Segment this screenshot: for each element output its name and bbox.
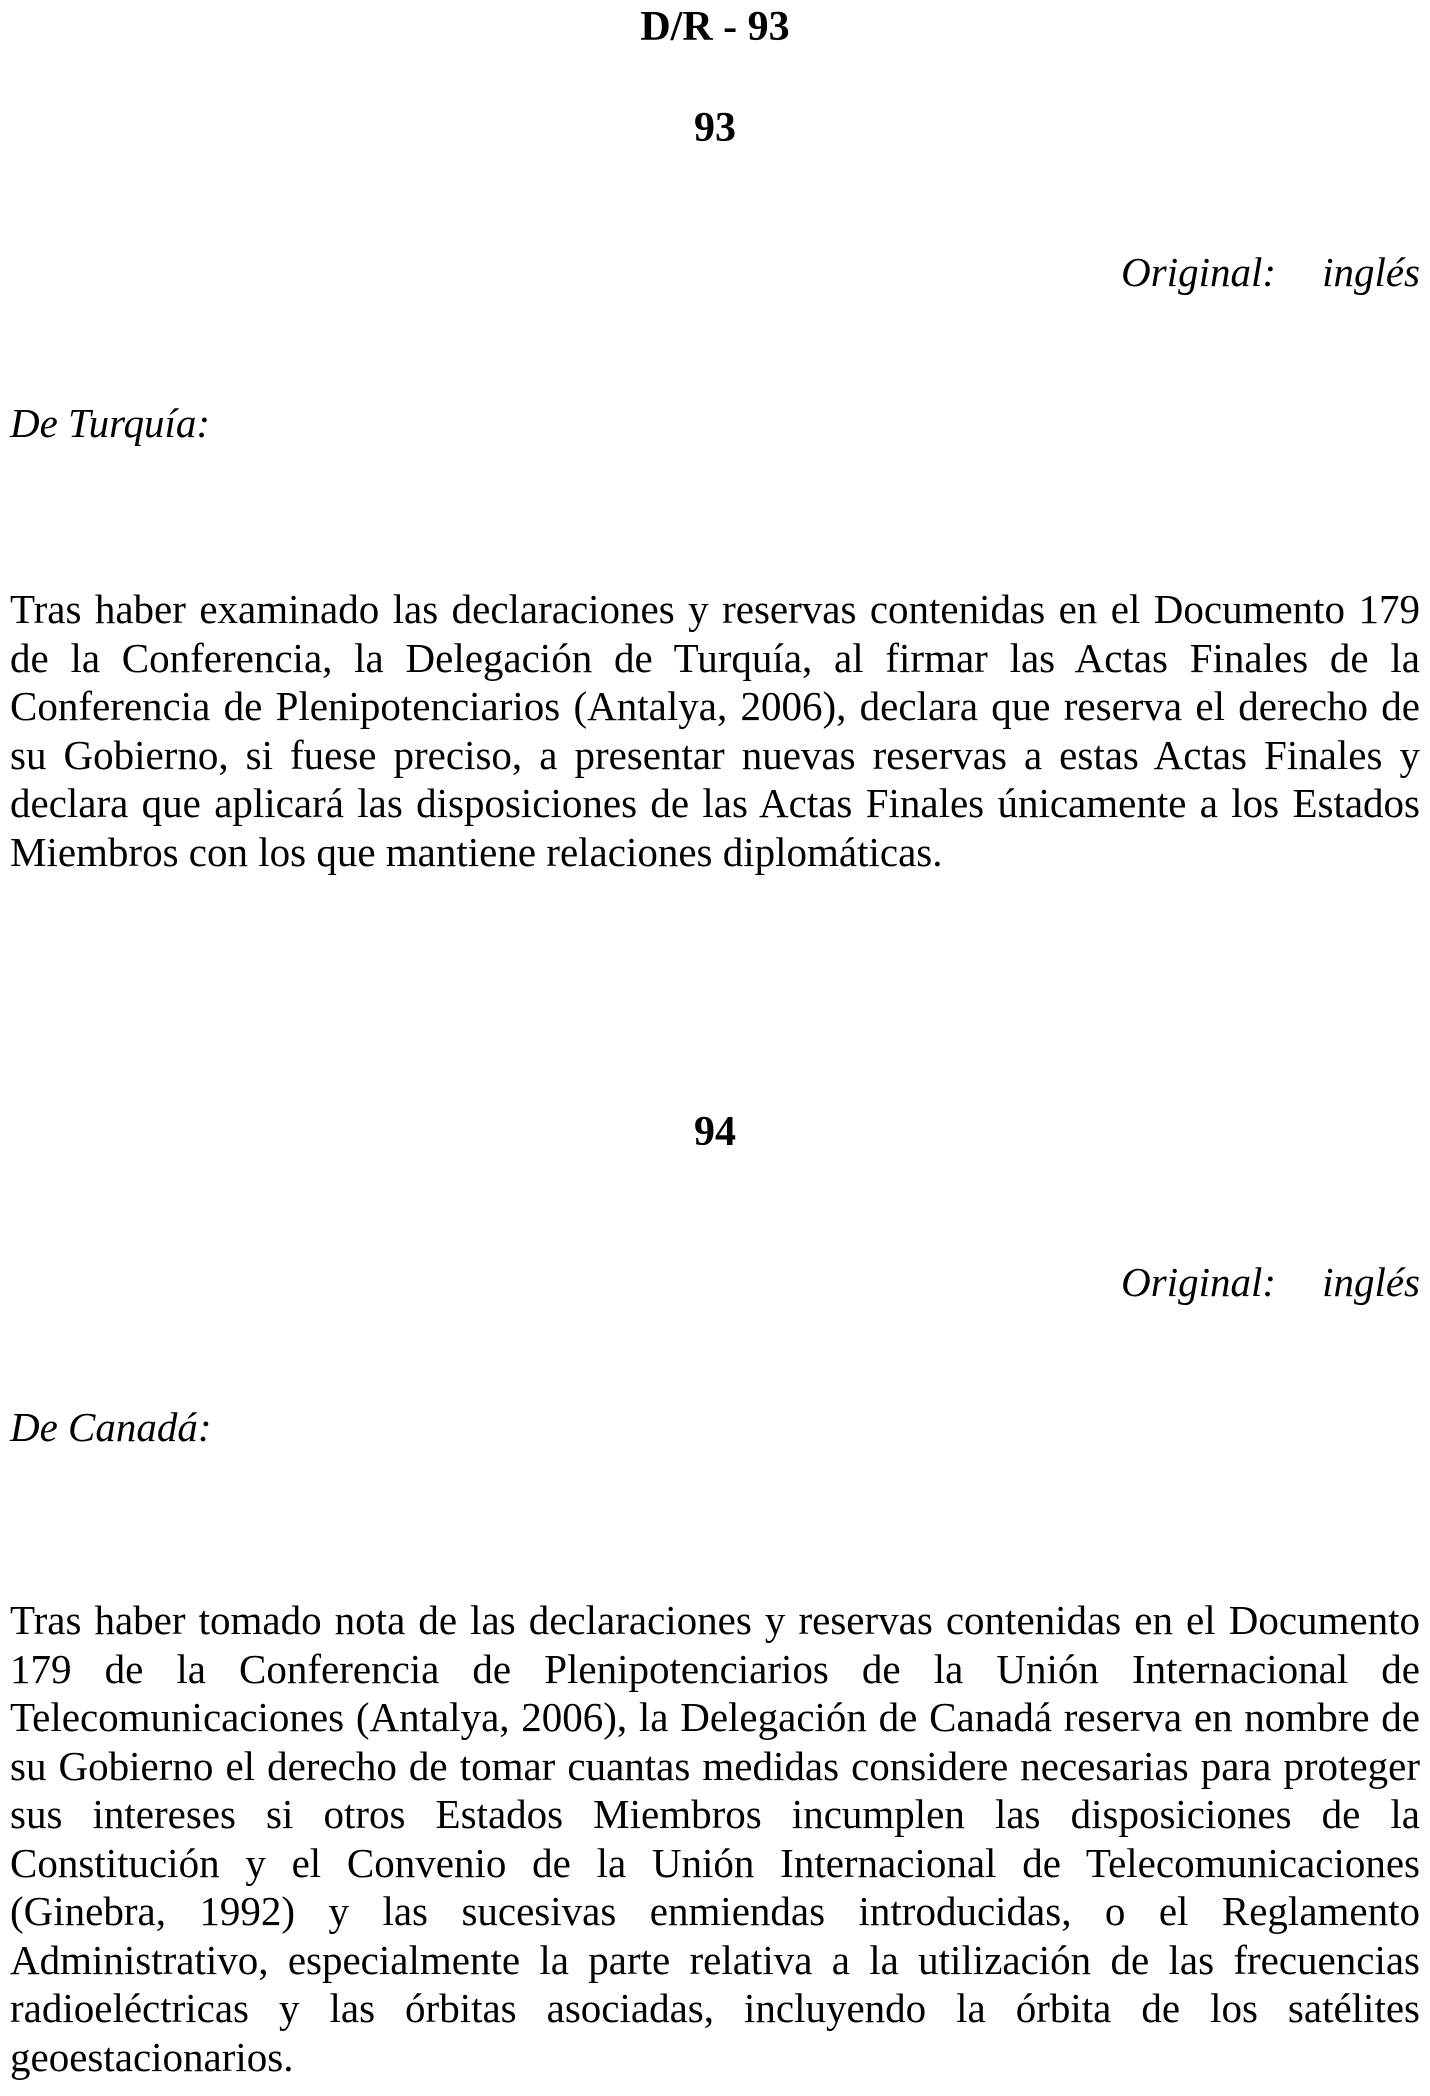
- original-language-line: [1121, 1258, 1420, 1306]
- declaration-source: De Canadá:: [10, 1404, 212, 1450]
- original-language: inglés: [1322, 1259, 1420, 1305]
- section-number-94: 94: [694, 1109, 736, 1155]
- declaration-body: Tras haber tomado nota de las declaraciones y reservas contenidas en el Documento 179 de la Conferencia de Plenipotenciarios de la Unión Internacional de Telecomunicaciones (Antalya, 2006), la Delegación de Canadá reserva en nombre de su Gobierno el derecho de tomar cuantas medidas considere necesarias para proteger sus intereses si otros Estados Miembros incumplen las disposiciones de la Constitución y el Convenio de la Unión Internacional de Telecomunicaciones (Ginebra, 1992) y las sucesivas enmiendas introducidas, o el Reglamento Administrativo, especialmente la parte relativa a la utilización de las frecuencias radioeléctricas y las órbitas asociadas, incluyendo la órbita de los satélites geoestacionarios.: [10, 1597, 1420, 2080]
- original-language-line: [1121, 248, 1420, 296]
- declaration-source: De Turquía:: [10, 400, 211, 446]
- section-number-93: 93: [694, 105, 736, 151]
- original-language: inglés: [1322, 249, 1420, 295]
- declaration-body: Tras haber examinado las declaraciones y reservas contenidas en el Documento 179 de la Conferencia, la Delegación de Turquía, al firmar las Actas Finales de la Conferencia de Plenipotenciarios (Antalya, 2006), declara que reserva el derecho de su Gobierno, si fuese preciso, a presentar nuevas reservas a estas Actas Finales y declara que aplicará las disposiciones de las Actas Finales únicamente a los Estados Miembros con los que mantiene relaciones diplomáticas.: [10, 586, 1420, 875]
- original-label: Original:: [1121, 249, 1277, 295]
- doc-ref-heading: D/R - 93: [640, 4, 790, 50]
- original-label: Original:: [1121, 1259, 1277, 1305]
